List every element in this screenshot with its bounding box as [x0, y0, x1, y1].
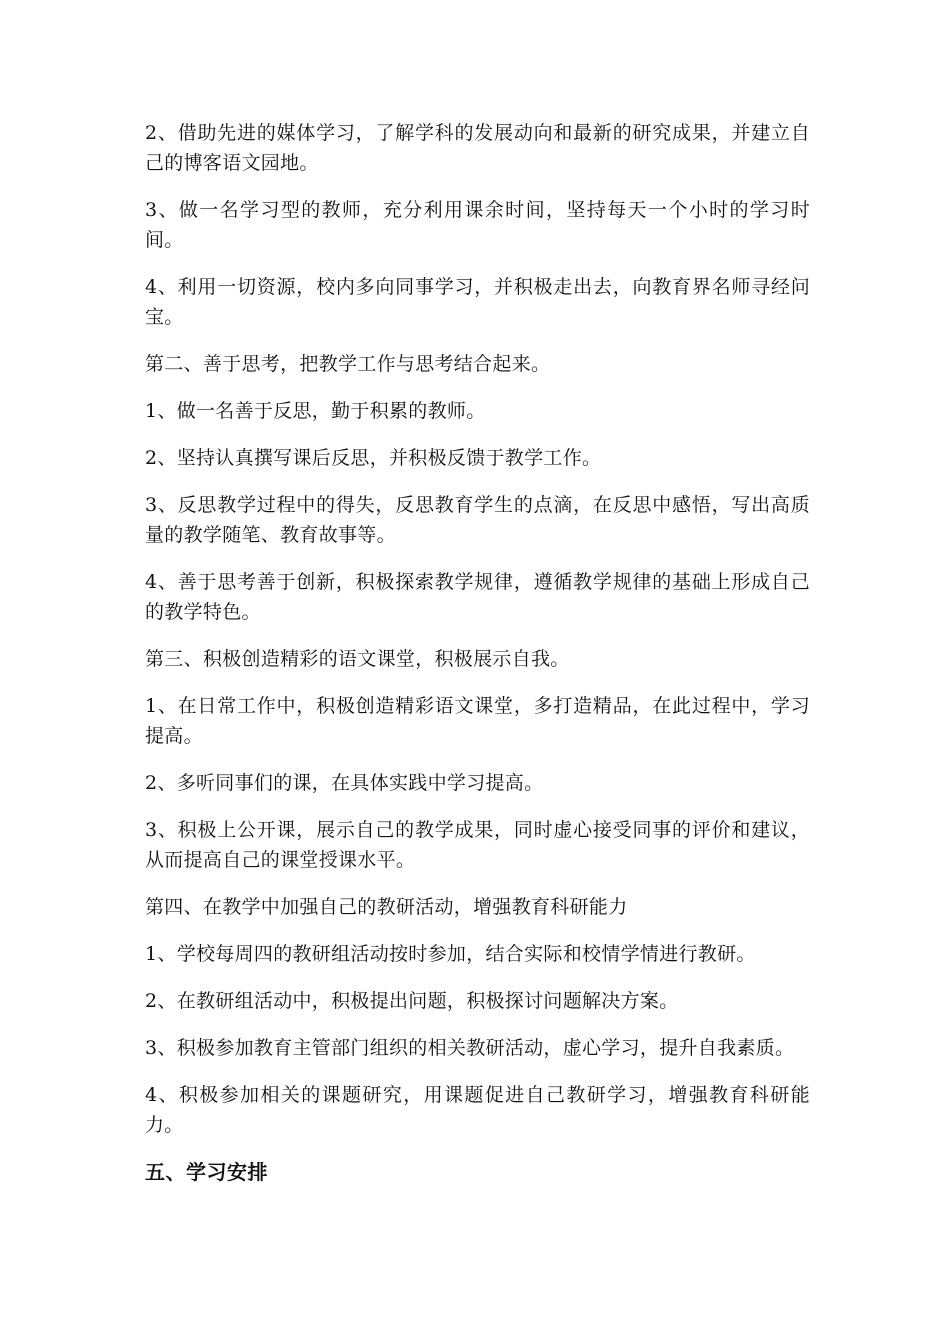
- paragraph-8: 4、善于思考善于创新，积极探索教学规律，遵循教学规律的基础上形成自己的教学特色。: [145, 571, 810, 623]
- paragraph-6: 2、坚持认真撰写课后反思，并积极反馈于教学工作。: [145, 447, 602, 469]
- paragraph-3: 4、利用一切资源，校内多向同事学习，并积极走出去，向教育界名师寻经问宝。: [145, 276, 810, 328]
- paragraph-7: 3、反思教学过程中的得失，反思教育学生的点滴，在反思中感悟，写出高质量的教学随笔、教育故事等。: [145, 494, 810, 546]
- subheading-third: 第三、积极创造精彩的语文课堂，积极展示自我。: [145, 648, 570, 670]
- paragraph-14: 1、学校每周四的教研组活动按时参加，结合实际和校情学情进行教研。: [145, 943, 756, 965]
- document-body: [145, 118, 810, 1187]
- section-heading: 五、学习安排: [145, 1160, 268, 1184]
- paragraph-17: 4、积极参加相关的课题研究，用课题促进自己教研学习，增强教育科研能力。: [145, 1084, 810, 1136]
- paragraph-5: 1、做一名善于反思，勤于积累的教师。: [145, 400, 486, 422]
- paragraph-1: 2、借助先进的媒体学习，了解学科的发展动向和最新的研究成果，并建立自己的博客语文园地。: [145, 122, 810, 174]
- subheading-fourth: 第四、在教学中加强自己的教研活动，增强教育科研能力: [145, 896, 628, 918]
- paragraph-11: 2、多听同事们的课，在具体实践中学习提高。: [145, 772, 544, 794]
- paragraph-2: 3、做一名学习型的教师，充分利用课余时间，坚持每天一个小时的学习时间。: [145, 199, 810, 251]
- paragraph-15: 2、在教研组活动中，积极提出问题，积极探讨问题解决方案。: [145, 990, 679, 1012]
- paragraph-12: 3、积极上公开课，展示自己的教学成果，同时虚心接受同事的评价和建议，从而提高自己的课堂授课水平。: [145, 819, 810, 871]
- paragraph-10: 1、在日常工作中，积极创造精彩语文课堂，多打造精品，在此过程中，学习提高。: [145, 695, 810, 747]
- subheading-second: 第二、善于思考，把教学工作与思考结合起来。: [145, 353, 551, 375]
- paragraph-16: 3、积极参加教育主管部门组织的相关教研活动，虚心学习，提升自我素质。: [145, 1037, 795, 1059]
